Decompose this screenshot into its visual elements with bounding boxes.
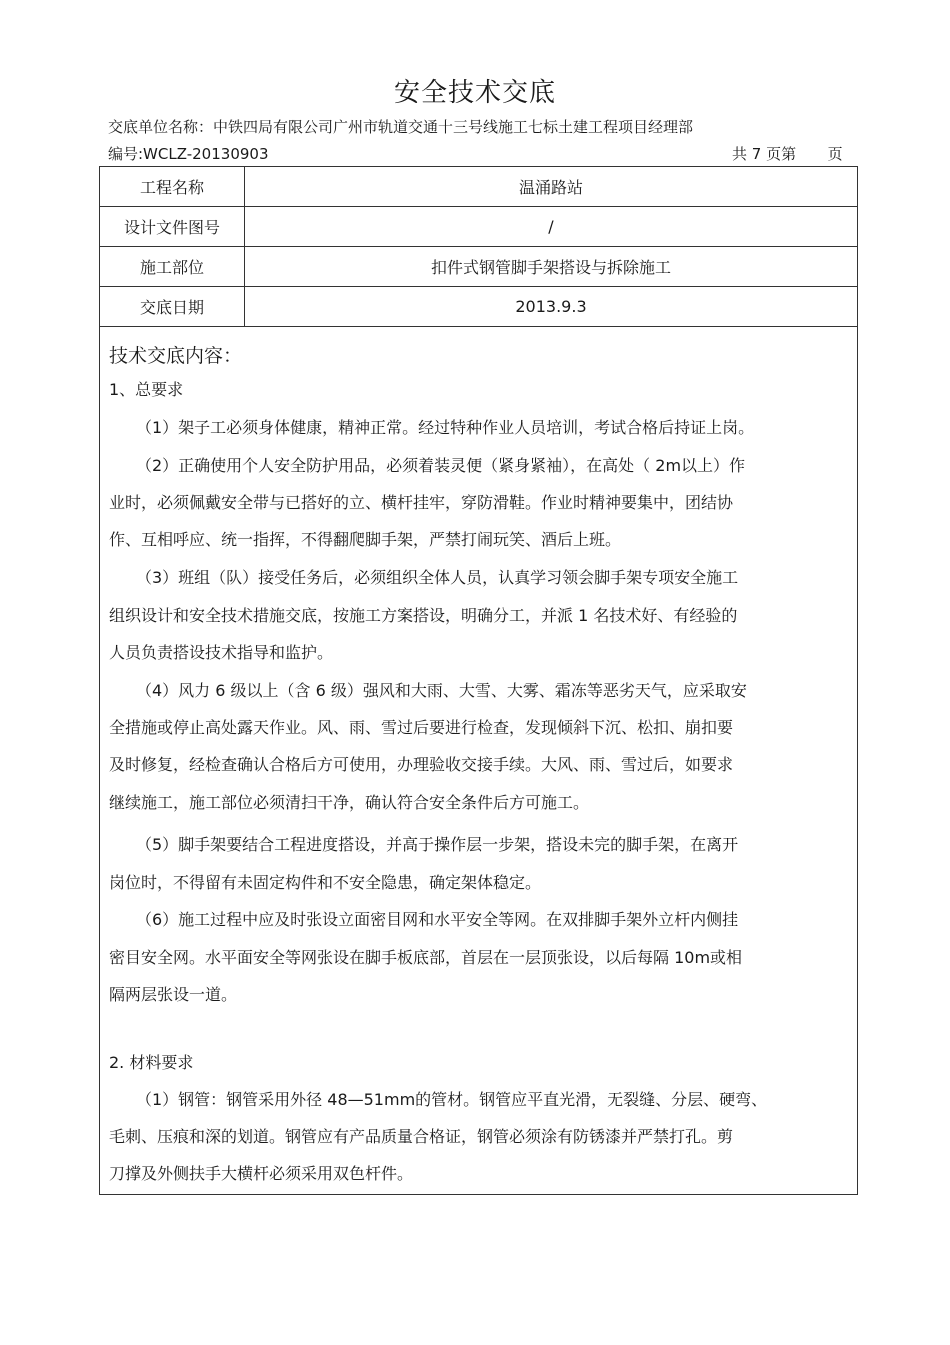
table-row — [100, 247, 858, 287]
section-heading: 1、总要求 — [109, 380, 184, 399]
paragraph-line: （6）施工过程中应及时张设立面密目网和水平安全等网。在双排脚手架外立杆内侧挂 — [136, 910, 739, 929]
info-table — [99, 166, 858, 327]
content-heading: 技术交底内容： — [109, 345, 243, 367]
document-title: 安全技术交底 — [393, 78, 556, 108]
project-name-label: 工程名称 — [100, 167, 245, 207]
paragraph-line: 岗位时，不得留有未固定构件和不安全隐患，确定架体稳定。 — [109, 873, 542, 892]
paragraph-line: 密目安全网。水平面安全等网张设在脚手板底部，首层在一层顶张设，以后每隔 10m或相 — [109, 948, 743, 967]
construction-part-value: 扣件式钢管脚手架搭设与拆除施工 — [245, 247, 858, 287]
paragraph-line: （3）班组（队）接受任务后，必须组织全体人员，认真学习领会脚手架专项安全施工 — [136, 568, 739, 587]
paragraph-line: （5）脚手架要结合工程进度搭设，并高于操作层一步架，搭设未完的脚手架，在离开 — [136, 835, 739, 854]
paragraph-line: 及时修复，经检查确认合格后方可使用，办理验收交接手续。大风、雨、雪过后，如要求 — [109, 755, 734, 774]
paragraph-line: 刀撑及外侧扶手大横杆必须采用双色杆件。 — [109, 1164, 414, 1183]
project-name-value: 温涌路站 — [245, 167, 858, 207]
construction-part-label: 施工部位 — [100, 247, 245, 287]
briefing-date-value: 2013.9.3 — [245, 287, 858, 327]
paragraph-line: 全措施或停止高处露天作业。风、雨、雪过后要进行检查，发现倾斜下沉、松扣、崩扣要 — [109, 718, 734, 737]
document-code: 编号:WCLZ-20130903 — [108, 145, 269, 163]
drawing-number-label: 设计文件图号 — [100, 207, 245, 247]
paragraph-line: （4）风力 6 级以上（含 6 级）强风和大雨、大雪、大雾、霜冻等恶劣天气，应采取安 — [136, 681, 747, 700]
page-current: 页 — [827, 145, 843, 163]
issuing-unit: 交底单位名称：中铁四局有限公司广州市轨道交通十三号线施工七标土建工程项目经理部 — [108, 118, 694, 136]
paragraph-line: 继续施工，施工部位必须清扫干净，确认符合安全条件后方可施工。 — [109, 793, 590, 812]
paragraph-line: 隔两层张设一道。 — [109, 985, 238, 1004]
page-total: 共 7 页第 — [732, 145, 797, 163]
paragraph-line: （2）正确使用个人安全防护用品，必须着装灵便（紧身紧袖），在高处（ 2m以上）作 — [136, 456, 746, 475]
page-counter — [732, 143, 843, 164]
table-row — [100, 287, 858, 327]
section-heading: 2. 材料要求 — [109, 1053, 194, 1072]
drawing-number-value: / — [245, 207, 858, 247]
paragraph-line: 作、互相呼应、统一指挥，不得翻爬脚手架，严禁打闹玩笑、酒后上班。 — [109, 530, 622, 549]
paragraph-line: 毛刺、压痕和深的划道。钢管应有产品质量合格证，钢管必须涂有防锈漆并严禁打孔。剪 — [109, 1127, 734, 1146]
table-row — [100, 207, 858, 247]
paragraph-line: （1）架子工必须身体健康，精神正常。经过特种作业人员培训，考试合格后持证上岗。 — [136, 418, 755, 437]
paragraph-line: （1）钢管：钢管采用外径 48—51mm的管材。钢管应平直光滑，无裂缝、分层、硬弯、 — [136, 1090, 768, 1109]
briefing-content — [99, 327, 858, 1195]
paragraph-line: 组织设计和安全技术措施交底，按施工方案搭设，明确分工，并派 1 名技术好、有经验的 — [109, 606, 738, 625]
table-row — [100, 167, 858, 207]
paragraph-line: 人员负责搭设技术指导和监护。 — [109, 643, 334, 662]
paragraph-line: 业时，必须佩戴安全带与已搭好的立、横杆挂牢，穿防滑鞋。作业时精神要集中，团结协 — [109, 493, 734, 512]
briefing-date-label: 交底日期 — [100, 287, 245, 327]
